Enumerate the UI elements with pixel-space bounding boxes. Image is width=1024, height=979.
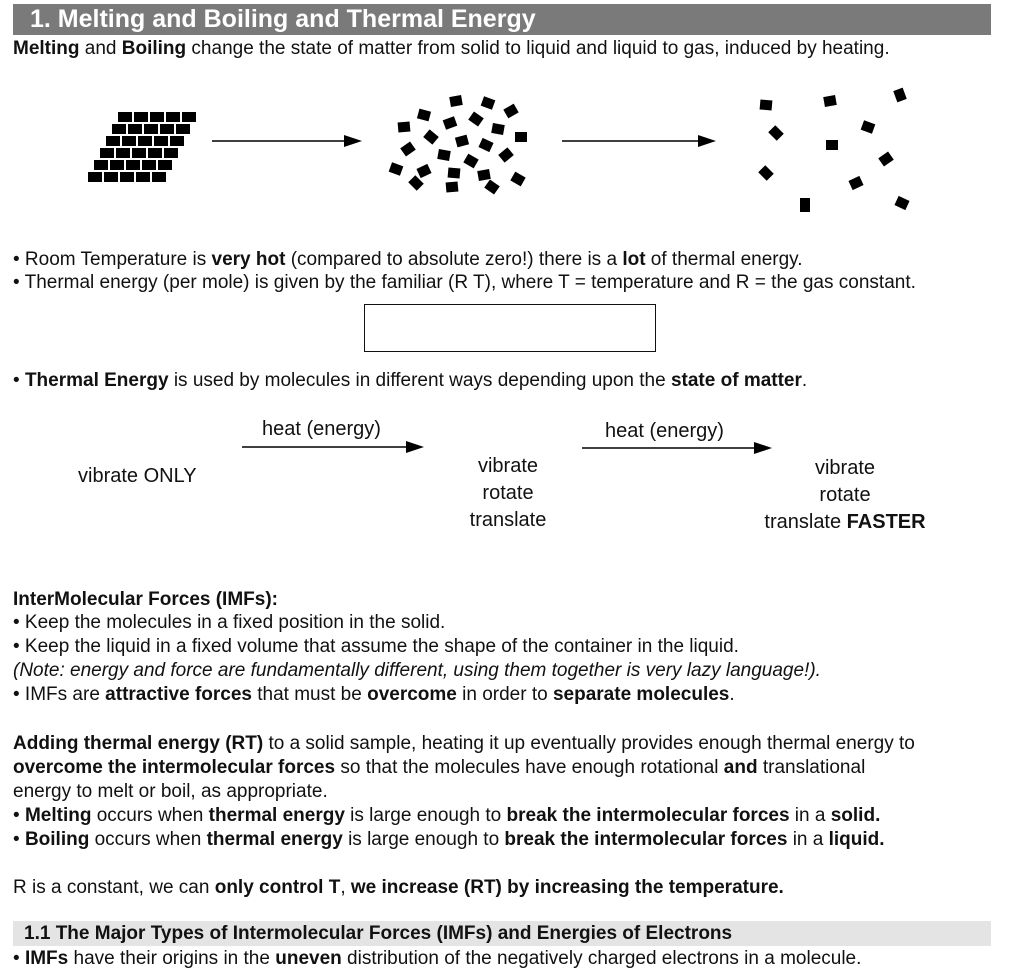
heat-arrow-2 [580,439,780,455]
bullet-melting: • Melting occurs when thermal energy is large enough to break the intermolecular forces in a solid. [13,805,881,826]
imf-title: InterMolecular Forces (IMFs): [13,589,278,610]
intro-text: Melting and Boiling change the state of matter from solid to liquid and liquid to gas, induced by heating. [13,38,890,59]
section-heading: 1. Melting and Boiling and Thermal Energy [30,5,536,33]
arrow-liquid-to-gas [562,135,716,147]
r-constant-line: R is a constant, we can only control T, we increase (RT) by increasing the temperature. [13,877,784,898]
subsection-heading: 1.1 The Major Types of Intermolecular Forces (IMFs) and Energies of Electrons [24,923,733,944]
liquid-cluster [389,95,527,195]
gas-motion: vibrate rotate translate FASTER [764,457,926,533]
imf-note: (Note: energy and force are fundamentally different, using them together is very lazy language!). [13,660,821,681]
arrow-solid-to-liquid [212,135,362,147]
heat-arrow-1 [240,438,430,454]
bullet-thermal-energy-use: • Thermal Energy is used by molecules in different ways depending upon the state of matter. [13,370,808,391]
states-of-matter-diagram [0,80,1024,220]
adding-line-1: Adding thermal energy (RT) to a solid sample, heating it up eventually provides enough thermal energy to [13,733,915,754]
liquid-motion: vibrate rotate translate [469,455,547,531]
adding-line-3: energy to melt or boil, as appropriate. [13,781,328,802]
bullet-room-temperature: • Room Temperature is very hot (compared to absolute zero!) there is a lot of thermal energy. [13,249,803,270]
adding-line-2: overcome the intermolecular forces so that the molecules have enough rotational and translational [13,757,866,778]
gas-particles [758,88,909,212]
solid-lattice [88,112,196,182]
arrow2-label: heat (energy) [605,420,724,442]
answer-box [364,304,656,352]
bullet-thermal-energy-rt: • Thermal energy (per mole) is given by the familiar (R T), where T = temperature and R = the gas constant. [13,272,916,293]
arrow1-label: heat (energy) [262,418,381,440]
solid-motion: vibrate ONLY [78,465,197,487]
imf-line-2: • Keep the liquid in a fixed volume that assume the shape of the container in the liquid. [13,636,739,657]
imf-line-4: • IMFs are attractive forces that must be overcome in order to separate molecules. [13,684,735,705]
imf-line-1: • Keep the molecules in a fixed position in the solid. [13,612,446,633]
bullet-imf-origins: • IMFs have their origins in the uneven distribution of the negatively charged electrons in a molecule. [13,948,862,969]
bullet-boiling: • Boiling occurs when thermal energy is large enough to break the intermolecular forces in a liquid. [13,829,885,850]
